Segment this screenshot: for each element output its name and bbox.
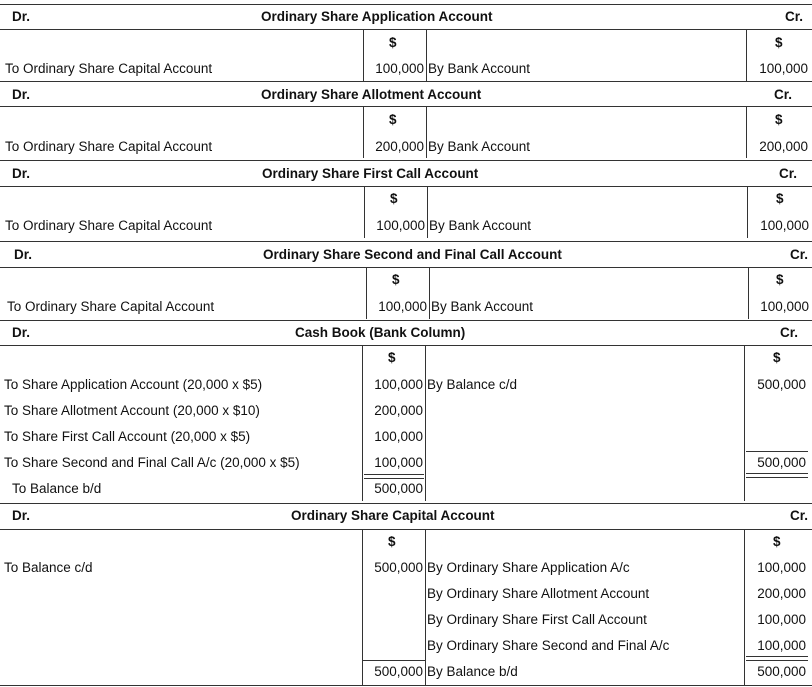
- debit-entry: To Balance b/d: [12, 481, 102, 496]
- cr-label: Cr.: [774, 87, 793, 102]
- currency-credit: $: [773, 534, 781, 549]
- debit-amount: 100,000: [374, 455, 423, 470]
- credit-amount: 100,000: [757, 638, 806, 653]
- debit-amount: 500,000: [374, 560, 423, 575]
- debit-amount: 100,000: [375, 61, 424, 76]
- debit-entry: To Share Allotment Account (20,000 x $10): [4, 403, 260, 418]
- credit-amount: 500,000: [757, 377, 806, 392]
- currency-debit: $: [392, 272, 400, 287]
- cr-label: Cr.: [785, 9, 804, 24]
- credit-entry: By Balance c/d: [427, 377, 518, 392]
- credit-entry: By Ordinary Share Second and Final A/c: [427, 638, 670, 653]
- currency-debit: $: [389, 112, 397, 127]
- credit-entry: By Ordinary Share Allotment Account: [427, 586, 650, 601]
- currency-debit: $: [390, 191, 398, 206]
- currency-credit: $: [775, 112, 783, 127]
- credit-entry: By Ordinary Share First Call Account: [427, 612, 647, 627]
- credit-amount: 100,000: [757, 560, 806, 575]
- currency-debit: $: [389, 35, 397, 50]
- credit-entry: By Bank Account: [429, 218, 532, 233]
- credit-amount: 200,000: [757, 586, 806, 601]
- account-title: Ordinary Share Second and Final Call Account: [263, 247, 562, 262]
- debit-amount: 500,000: [374, 481, 423, 496]
- account-title: Ordinary Share Allotment Account: [261, 87, 482, 102]
- cr-label: Cr.: [790, 247, 809, 262]
- dr-label: Dr.: [12, 166, 31, 181]
- credit-total-rule: [746, 656, 808, 661]
- credit-amount: 200,000: [759, 139, 808, 154]
- cr-label: Cr.: [779, 166, 798, 181]
- cr-label: Cr.: [790, 508, 809, 523]
- credit-total-rule: [746, 473, 808, 478]
- debit-amount: 100,000: [374, 377, 423, 392]
- debit-entry: To Share Second and Final Call A/c (20,000 x $5): [4, 455, 300, 470]
- debit-amount: 100,000: [378, 299, 427, 314]
- debit-entry: To Share First Call Account (20,000 x $5): [4, 429, 251, 444]
- credit-entry: By Bank Account: [428, 61, 531, 76]
- currency-credit: $: [775, 35, 783, 50]
- debit-entry: To Balance c/d: [4, 560, 93, 575]
- account-title: Ordinary Share First Call Account: [262, 166, 479, 181]
- credit-amount: 100,000: [760, 218, 809, 233]
- debit-amount: 100,000: [376, 218, 425, 233]
- credit-entry: By Balance b/d: [427, 664, 518, 679]
- credit-entry: By Bank Account: [428, 139, 531, 154]
- account-title: Cash Book (Bank Column): [295, 325, 466, 340]
- debit-subtotal-rule: [363, 660, 425, 661]
- debit-entry: To Ordinary Share Capital Account: [5, 218, 213, 233]
- debit-amount: 100,000: [374, 429, 423, 444]
- credit-entry: By Bank Account: [431, 299, 534, 314]
- credit-amount: 100,000: [760, 299, 809, 314]
- debit-total-amount: 500,000: [374, 664, 423, 679]
- debit-entry: To Ordinary Share Capital Account: [7, 299, 215, 314]
- currency-credit: $: [776, 272, 784, 287]
- debit-entry: To Ordinary Share Capital Account: [5, 61, 213, 76]
- cr-label: Cr.: [780, 325, 799, 340]
- credit-subtotal-rule: [746, 451, 808, 452]
- debit-amount: 200,000: [374, 403, 423, 418]
- currency-credit: $: [773, 350, 781, 365]
- debit-amount: 200,000: [375, 139, 424, 154]
- dr-label: Dr.: [12, 325, 31, 340]
- currency-debit: $: [388, 534, 396, 549]
- debit-entry: To Share Application Account (20,000 x $5): [4, 377, 263, 392]
- credit-amount: 500,000: [757, 664, 806, 679]
- dr-label: Dr.: [12, 508, 31, 523]
- credit-entry: By Ordinary Share Application A/c: [427, 560, 630, 575]
- credit-total-amount: 500,000: [757, 455, 806, 470]
- credit-amount: 100,000: [759, 61, 808, 76]
- account-title: Ordinary Share Capital Account: [291, 508, 495, 523]
- account-title: Ordinary Share Application Account: [261, 9, 493, 24]
- debit-total-rule: [364, 474, 424, 479]
- dr-label: Dr.: [12, 87, 31, 102]
- currency-credit: $: [776, 191, 784, 206]
- dr-label: Dr.: [12, 9, 31, 24]
- credit-amount: 100,000: [757, 612, 806, 627]
- debit-entry: To Ordinary Share Capital Account: [5, 139, 213, 154]
- currency-debit: $: [388, 350, 396, 365]
- dr-label: Dr.: [14, 247, 33, 262]
